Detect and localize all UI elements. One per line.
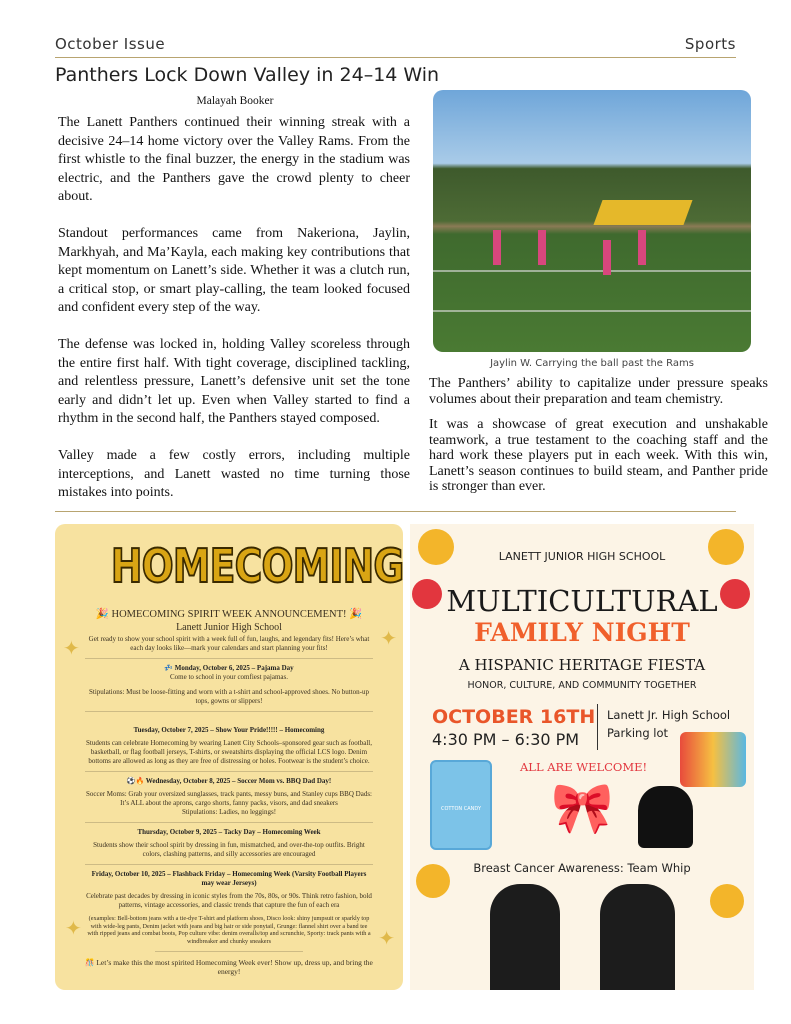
day-monday: 💤 Monday, October 6, 2025 – Pajama Day Come to school in your comfiest pajamas. Stipulations: Must be loose-fitting and worn with a t-shirt and school-approved shoes. No button-up tops, gowns or slippers! Tuesday, October 7, 2025 – Show Your Pride!!!!! – Homecoming Students can celebrate Homecoming by wearing Lanett City Schools–sponsored gear such as football, basketball, or flag football jerseys, T-shirts, or sweatshirts displaying the official LCS logo. Denim bottoms are allowed as long as they are free of distressing or holes. Footwear is the student’s choice. ⚽🔥 Wednesday, October 8, 2025 – Soccer Mom vs. BBQ Dad Day! Soccer Moms: Grab your oversized sunglasses, track pants, messy buns, and Stanley cups BBQ Dads: It’s ALL about the aprons, cargo shorts, fanny packs, visors, and dad sneakers Stipulations: Ladies, no leggings! Thursday, October 9, 2025 – Tacky Day – Homecoming Week Students show their school spirit by dressing in fun, mismatched, and over-the-top outfits. Bright colors, clashing patterns, and silly accessories are encouraged Friday, October 10, 2025 – Flashback Friday – Homecoming Week (Varsity Football Players may wear Jerseys) Celebrate past decades by dressing in iconic styles from the 70s, 80s, or 90s. Think retro fashion, bold patterns, vintage accessories, and classic trends that capture the fun of each era (examples: Bell-bottom jeans with a tie-dye T-shirt and platform shoes, Disco look: shiny jumpsuit or sparkly top with wide-leg pants, Denim jacket with jeans and big hair or side ponytail, Grunge: flannel shirt over a band tee with ripped jeans and combat boots, Pop culture vibe: denim overalls/top and scrunchie, Sporty: track pants with a windbreaker and chunky sneakers 🎊 Let’s make this the most spirited Homecoming Week ever! Show up, dress up, and bring the energy! — [85, 664, 373, 976]
article-left-column — [58, 114, 410, 521]
paragraph: Standout performances came from Nakeriona, Jaylin, Markhyah, and Ma’Kayla, each making key contributions that kept momentum on Lanett’s side. Whether it was a clutch run, a critical stop, or smart play-calling, the team looked focused and confident every step of the way. — [58, 226, 410, 315]
divider — [597, 704, 598, 750]
flyer-heading: 🎉 HOMECOMING SPIRIT WEEK ANNOUNCEMENT! 🎉 — [95, 609, 363, 620]
paragraph: The Lanett Panthers continued their winning streak with a decisive 24–14 home victory over the Valley Rams. From the first whistle to the final buzzer, the energy in the stadium was electric, and the Panthers gave the crowd plenty to cheer about. — [58, 115, 410, 204]
excavator-shape — [593, 200, 692, 225]
paragraph: Valley made a few costly errors, including multiple interceptions, and Lanett wasted no time turning those mistakes into points. — [58, 448, 410, 500]
flyer-closing: 🎊 Let’s make this the most spirited Homecoming Week ever! Show up, dress up, and bring the energy! — [85, 958, 373, 976]
multicultural-flyer — [410, 524, 754, 990]
flyer-intro: Get ready to show your school spirit with a week full of fun, laughs, and legendary fits! Here’s what each day looks like—mark your calendars and start planning your fits! — [88, 635, 370, 652]
article-title: Panthers Lock Down Valley in 24–14 Win — [55, 64, 440, 86]
mariachi-harpist — [490, 884, 560, 990]
homecoming-banner: HOMECOMING — [110, 539, 404, 593]
flyer-school: Lanett Junior High School — [176, 621, 282, 633]
school-name: LANETT JUNIOR HIGH SCHOOL — [498, 550, 666, 563]
section-label: Sports — [684, 35, 736, 53]
paragraph: The defense was locked in, holding Valley scoreless through the entire first half. With tight coverage, disciplined tackling, and relentless pressure, Lanett’s defensive unit set the tone early and didn’t let up. Even when Valley started to find a rhythm in the second half, the Panthers stayed composed. — [58, 337, 410, 426]
article-right-column — [429, 376, 768, 505]
sparkle-icon: ✦ — [65, 918, 82, 940]
field-line — [433, 270, 751, 272]
sparkle-icon: ✦ — [378, 928, 395, 950]
photo-caption: Jaylin W. Carrying the ball past the Rams — [490, 358, 694, 369]
event-location: Lanett Jr. High School Parking lot — [607, 708, 731, 740]
cotton-candy-cart-icon: COTTON CANDY — [430, 760, 492, 850]
pink-ribbon-icon: 🎀 — [551, 780, 614, 836]
paragraph: It was a showcase of great execution and unshakable teamwork, a true testament to the coaching staff and the hard work these players put in each week. With this win, Lanett’s season continues to build steam, and Panther pride is stronger than ever. — [429, 417, 768, 494]
event-date: OCTOBER 16TH — [432, 706, 596, 728]
homecoming-flyer — [55, 524, 403, 990]
football-game-photo — [433, 90, 751, 352]
title-family-night: FAMILY NIGHT — [474, 618, 690, 647]
mariachi-trumpeter — [600, 884, 675, 990]
sparkle-icon: ✦ — [63, 638, 80, 660]
section-divider — [55, 511, 736, 512]
tagline: HONOR, CULTURE, AND COMMUNITY TOGETHER — [467, 680, 697, 691]
player — [638, 230, 646, 265]
paragraph: The Panthers’ ability to capitalize under pressure speaks volumes about their preparation and team chemistry. — [429, 376, 768, 407]
player — [603, 240, 611, 275]
player — [538, 230, 546, 265]
header-divider — [55, 57, 736, 58]
event-time: 4:30 PM – 6:30 PM — [432, 730, 580, 749]
bounce-house-icon — [680, 732, 746, 787]
subtitle: A HISPANIC HERITAGE FIESTA — [458, 656, 706, 674]
title-multicultural: MULTICULTURAL — [446, 584, 718, 618]
cheer-team-silhouette — [638, 786, 693, 848]
issue-label: October Issue — [55, 35, 166, 53]
sparkle-icon: ✦ — [380, 628, 397, 650]
awareness-text: Breast Cancer Awareness: Team Whip — [473, 861, 691, 875]
byline: Malayah Booker — [196, 95, 274, 107]
flower-icon — [710, 884, 744, 918]
welcome-text: ALL ARE WELCOME! — [520, 760, 648, 774]
player — [493, 230, 501, 265]
field-line — [433, 310, 751, 312]
